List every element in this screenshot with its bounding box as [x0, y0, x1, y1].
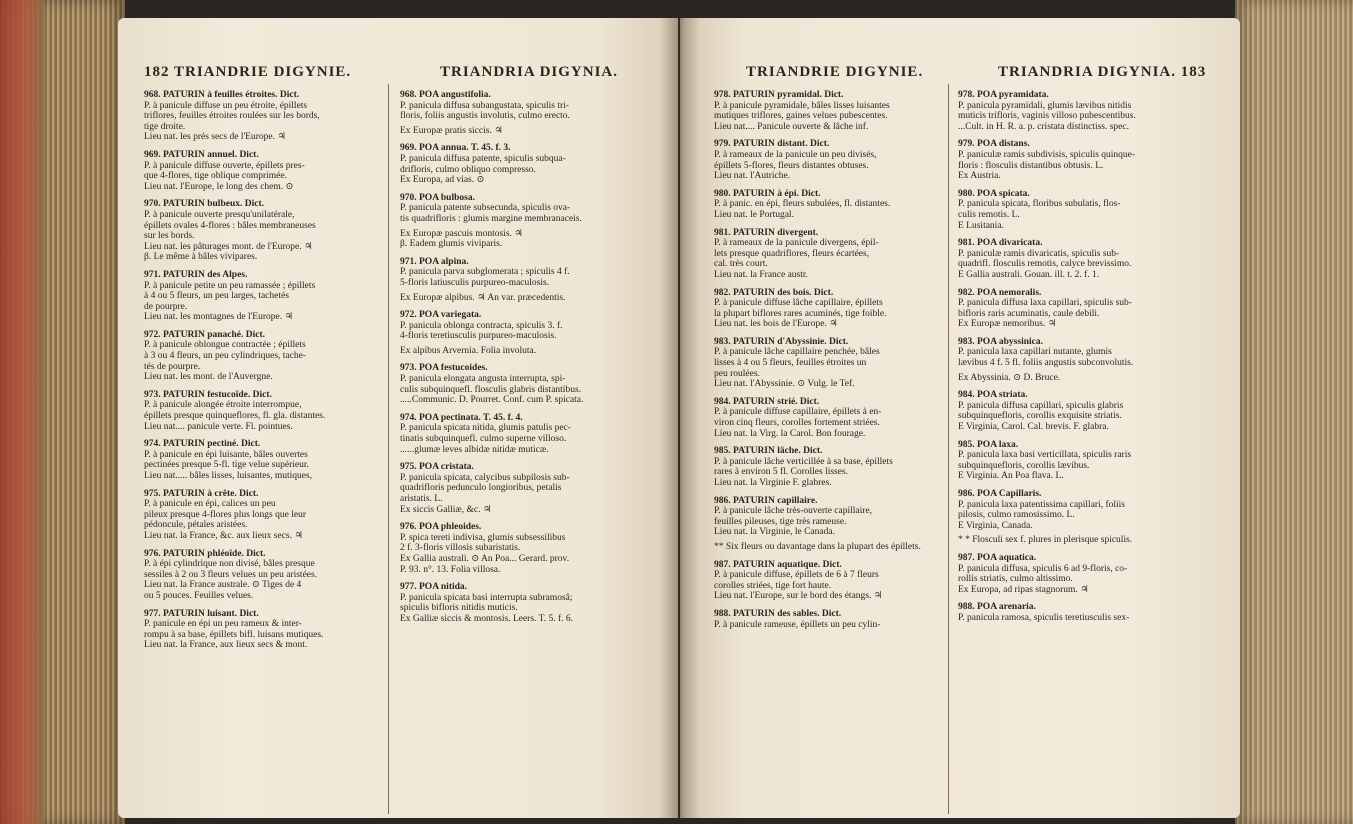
- entry-heading: 973. POA festucoides.: [400, 363, 488, 374]
- entry-heading: 983. PATURIN d'Abyssinie. Dict.: [714, 336, 849, 347]
- entry-line: P. panicula diffusa capillari, spiculis glabris: [958, 400, 1124, 411]
- entry-line: Lieu nat. l'Europe, sur le bord des étangs. ♃: [714, 591, 883, 602]
- entry-line: Lieu nat. la Virginie F. glabres.: [714, 478, 832, 488]
- entry-line: 2 f. 3-floris villosis subaristatis.: [400, 543, 521, 554]
- entry: [958, 602, 1190, 623]
- entry-heading: 977. PATURIN luisant. Dict.: [144, 608, 259, 619]
- entry-line: P. à panicule en épi luisante, bâles ouvertes: [144, 449, 308, 460]
- entry: [958, 390, 1190, 432]
- entry-line: Lieu nat. le Portugal.: [714, 209, 794, 220]
- entry-line: peu roulées.: [714, 368, 760, 379]
- book-gutter: [660, 18, 700, 818]
- entry: [144, 270, 376, 323]
- entry-heading: 985. POA laxa.: [958, 439, 1019, 450]
- entry-line: P. à panicule diffuse un peu étroite, épillets: [144, 100, 308, 111]
- entry-line: tige droite.: [144, 121, 186, 132]
- entry-line: Lieu nat. l'Abyssinie. ⊙ Vulg. le Tef.: [714, 379, 855, 390]
- entry-line: rompu à sa base, épillets bifl. luisans mutiques.: [144, 629, 324, 640]
- column-divider: [388, 84, 389, 814]
- entry-line: corolles striées, tige fort haute.: [714, 580, 832, 591]
- entry-line: Lieu nat. la France australe. ⊙ Tiges de 4: [144, 580, 302, 591]
- entry-line: β. Eadem glumis viviparis.: [400, 239, 503, 250]
- entry-line: cal. très court.: [714, 259, 768, 270]
- entry-line: Ex Europæ nemoribus. ♃: [958, 319, 1057, 330]
- entry-line: * * Flosculi sex f. plures in plerisque spiculis.: [958, 535, 1133, 546]
- entry: [400, 582, 632, 624]
- entry-heading: 976. POA phleoides.: [400, 522, 482, 533]
- column-divider: [948, 84, 949, 814]
- entry-line: pectinées presque 5-fl. tige velue supérieur.: [144, 460, 309, 471]
- entry-heading: 974. PATURIN pectiné. Dict.: [144, 439, 261, 450]
- entry-heading: 979. POA distans.: [958, 139, 1030, 150]
- entry-line: Lieu nat. les mont. de l'Auvergne.: [144, 372, 273, 383]
- entry-heading: 984. PATURIN strié. Dict.: [714, 396, 820, 407]
- entry-heading: 981. PATURIN divergent.: [714, 227, 819, 238]
- entry-heading: 968. PATURIN à feuilles étroites. Dict.: [144, 90, 300, 100]
- entry-line: culis subquinquefl. flosculis glabris distantibus.: [400, 384, 582, 395]
- entry-line: Lieu nat. la France, aux lieux secs & mont.: [144, 640, 308, 651]
- entry-line: lisses à 4 ou 5 fleurs, feuilles étroites un: [714, 358, 867, 369]
- entry-line: Ex Europa, ad vias. ⊙: [400, 175, 485, 186]
- entry-line: P. panicula diffusa laxa capillari, spiculis sub-: [958, 298, 1132, 309]
- entry-heading: 984. POA striata.: [958, 390, 1028, 401]
- entry-heading: 979. PATURIN distant. Dict.: [714, 139, 830, 150]
- entry-line: P. à rameaux de la panicule un peu divisés,: [714, 149, 877, 160]
- entry-line: subquinquefloris, corollis lævibus.: [958, 460, 1090, 471]
- left-col-french: [144, 90, 376, 658]
- entry: [144, 609, 376, 651]
- entry: [144, 549, 376, 602]
- left-header-fr-text: TRIANDRIE DIGYNIE.: [173, 64, 352, 80]
- entry-line: E Virginia. An Poa flava. L.: [958, 471, 1064, 482]
- entry-line: P. à panicule ouverte presqu'unilatérale,: [144, 209, 295, 220]
- entry-line: drifloris, culmo obliquo compresso.: [400, 164, 536, 175]
- entry-line: à 3 ou 4 fleurs, un peu cylindriques, tache-: [144, 351, 306, 362]
- right-page: [680, 18, 1240, 818]
- entry-heading: 971. PATURIN des Alpes.: [144, 269, 248, 280]
- entry-heading: 974. POA pectinata. T. 45. f. 4.: [400, 412, 523, 423]
- entry: [400, 257, 632, 303]
- entry-line: Ex siccis Galliæ, &c. ♃: [400, 504, 492, 515]
- entry-heading: 986. POA Capillaris.: [958, 489, 1042, 499]
- entry-heading: 982. PATURIN des bois. Dict.: [714, 287, 834, 298]
- entry-line: P. à panicule diffuse capillaire, épillets à en-: [714, 407, 882, 418]
- entry: [714, 288, 946, 330]
- entry-line: viron cinq fleurs, corolles fortement striées.: [714, 418, 880, 429]
- entry-line: ou 5 pouces. Feuilles velues.: [144, 590, 254, 601]
- entry-line: P. à panicule rameuse, épillets un peu cylin-: [714, 619, 881, 630]
- entry-line: Lieu nat. la France, &c. aux lieux secs. ♃: [144, 530, 303, 541]
- entry-heading: 978. PATURIN pyramidal. Dict.: [714, 90, 844, 100]
- entry-line: épillets 5-flores, fleurs distantes obtuses.: [714, 160, 869, 171]
- entry-heading: 988. PATURIN des sables. Dict.: [714, 608, 842, 619]
- entry: [714, 90, 946, 132]
- entry-line: P. à panicule diffuse, épillets de 6 à 7 fleurs: [714, 570, 879, 581]
- entry-line: P. à panicule oblongue contractée ; épillets: [144, 340, 306, 351]
- entry: [958, 90, 1190, 132]
- entry-line: P. panicula elongata angusta interrupta, spi-: [400, 374, 566, 385]
- entry-line: P. panicula diffusa patente, spiculis subqua-: [400, 153, 566, 164]
- entry: [144, 330, 376, 383]
- entry: [144, 439, 376, 481]
- entry-line: P. à panicule lâche très-ouverte capillaire,: [714, 506, 872, 517]
- entry-line: P. panicula laxa basi verticillata, spiculis raris: [958, 450, 1132, 461]
- entry-line: Ex Europæ pratis siccis. ♃: [400, 125, 503, 136]
- entry-line: subquinquefloris, corollis exquisite striatis.: [958, 411, 1122, 422]
- entry-line: P. à panicule alongée étroite interrompue,: [144, 400, 302, 411]
- entry: [400, 413, 632, 455]
- entry-line: Lieu nat. les prés secs de l'Europe. ♃: [144, 132, 286, 143]
- entry: [958, 139, 1190, 181]
- entry-line: Lieu nat. les bois de l'Europe. ♃: [714, 319, 838, 330]
- entry: [714, 189, 946, 221]
- entry: [144, 489, 376, 542]
- entry-line: P. à panicule lâche capillaire penchée, bâles: [714, 347, 880, 358]
- entry-line: pédoncule, pétales aristées.: [144, 520, 248, 531]
- entry-line: P. panicula laxa patentissima capillari, foliis: [958, 499, 1125, 510]
- book-spine-edge: [0, 0, 44, 824]
- entry-line: P. paniculæ ramis subdivisis, spiculis quinque-: [958, 149, 1136, 160]
- entry-line: P. panicula oblonga contracta, spiculis 3. f.: [400, 320, 563, 331]
- entry: [958, 189, 1190, 231]
- entry-line: lævibus 4 f. 5 fl. foliis angustis subconvolutis.: [958, 358, 1134, 369]
- entry-line: quadrifl. flosculis remotis, calyce brevissimo.: [958, 259, 1132, 270]
- entry-line: bifloris raris acuminatis, caule debili.: [958, 308, 1100, 319]
- entry-line: β. Le même à bâles vivipares.: [144, 252, 258, 263]
- entry: [714, 609, 946, 630]
- entry-heading: 970. PATURIN bulbeux. Dict.: [144, 199, 264, 210]
- entry-line: que 4-flores, tige oblique comprimée.: [144, 171, 287, 182]
- entry: [714, 139, 946, 181]
- entry-heading: 983. POA abyssinica.: [958, 336, 1043, 347]
- entry-line: spiculis bifloris nitidis muticis.: [400, 603, 518, 614]
- entry-line: P. panicula spicata, floribus subulatis, flos-: [958, 199, 1121, 210]
- entry-line: Ex Galliæ siccis & montosis. Leers. T. 5. f. 6.: [400, 613, 574, 624]
- entry: [144, 90, 376, 143]
- entry-heading: 980. PATURIN à épi. Dict.: [714, 188, 821, 199]
- entry-line: feuilles pileuses, tige très rameuse.: [714, 516, 847, 527]
- entry-line: culis remotis. L.: [958, 209, 1020, 220]
- left-col-latin: [400, 90, 632, 632]
- entry-line: Ex Abyssinia. ⊙ D. Bruce.: [958, 372, 1061, 383]
- entry: [958, 553, 1190, 595]
- entry-heading: 982. POA nemoralis.: [958, 287, 1042, 298]
- entry-heading: 970. POA bulbosa.: [400, 192, 475, 203]
- left-page-header-la: TRIANDRIA DIGYNIA.: [440, 64, 619, 80]
- entry-line: Lieu nat.... panicule verte. Fl. pointues.: [144, 421, 293, 432]
- entry-line: à 4 ou 5 fleurs, un peu larges, tachetés: [144, 291, 289, 302]
- entry-line: P. panicula spicata nitida, glumis patulis pec-: [400, 423, 571, 434]
- right-page-header-la: [998, 64, 1206, 81]
- entry-line: tinatis subquinquefl. culmo superne villoso.: [400, 434, 567, 445]
- left-page-header-fr: [144, 64, 351, 81]
- entry: [714, 560, 946, 602]
- entry-line: triflores, feuilles étroites roulées sur les bords,: [144, 111, 320, 122]
- entry: [400, 193, 632, 250]
- entry-line: P. panicula laxa capillari nutante, glumis: [958, 347, 1112, 358]
- entry-heading: 985. PATURIN lâche. Dict.: [714, 446, 823, 457]
- entry-line: P. panicula spicata, calycibus subpilosis sub-: [400, 472, 570, 483]
- entry-line: muticis trifloris, vaginis villoso pubescentibus.: [958, 111, 1136, 122]
- entry: [958, 489, 1190, 546]
- entry-heading: 972. PATURIN panaché. Dict.: [144, 329, 266, 340]
- entry-line: Ex Europæ pascuis montosis. ♃: [400, 228, 523, 239]
- entry-line: floris, foliis angustis involutis, culmo erecto.: [400, 111, 570, 122]
- right-page-number: 183: [1180, 64, 1207, 80]
- entry-line: sur les bords.: [144, 231, 195, 242]
- entry-line: rares à environ 5 fl. Corolles lisses.: [714, 467, 849, 478]
- right-page-header-fr: TRIANDRIE DIGYNIE.: [746, 64, 924, 80]
- entry: [714, 496, 946, 553]
- entry-line: de pourpre.: [144, 301, 188, 312]
- entry: [144, 150, 376, 192]
- entry-line: E Lusitania.: [958, 220, 1004, 231]
- entry-heading: 986. PATURIN capillaire.: [714, 495, 818, 506]
- entry-line: épillets presque quinqueflores, fl. gla. distantes.: [144, 411, 326, 422]
- entry-line: P. à rameaux de la panicule divergens, épil-: [714, 238, 879, 249]
- entry-line: P. à panicule petite un peu ramassée ; épillets: [144, 280, 316, 291]
- entry-line: Lieu nat. l'Autriche.: [714, 171, 791, 182]
- entry-line: sessiles à 2 ou 3 fleurs velues un peu aristées.: [144, 569, 318, 580]
- entry-heading: 980. POA spicata.: [958, 188, 1030, 199]
- entry-line: P. panicula spicata basi interrupta subramosâ;: [400, 592, 573, 603]
- entry-heading: 968. POA angustifolia.: [400, 90, 491, 100]
- entry-line: ...Cult. in H. R. a. p. cristata distinctiss. spec.: [958, 121, 1129, 132]
- entry-line: aristatis. L.: [400, 494, 443, 504]
- entry-line: Lieu nat. la Virg. la Carol. Bon fourage.: [714, 428, 866, 439]
- entry-line: 5-floris latiusculis purpureo-maculosis.: [400, 277, 550, 288]
- entry-line: Lieu nat. l'Europe, le long des chem. ⊙: [144, 181, 294, 192]
- entry-line: P. panicula diffusa subangustata, spiculis tri-: [400, 100, 569, 111]
- entry-line: E Virginia, Carol. Cal. brevis. F. glabra.: [958, 422, 1109, 433]
- entry: [400, 90, 632, 136]
- entry: [400, 522, 632, 575]
- entry-line: P. panicula pyramidali, glumis lævibus nitidis: [958, 100, 1132, 111]
- entry-line: quadrifloris pedunculo longioribus, petalis: [400, 483, 562, 494]
- entry: [714, 337, 946, 390]
- entry-line: P. panicula diffusa, spiculis 6 ad 9-floris, co-: [958, 563, 1128, 574]
- entry-heading: 975. PATURIN à crête. Dict.: [144, 488, 259, 499]
- entry-line: Ex Europæ alpibus. ♃ An var. præcedentis.: [400, 292, 566, 303]
- entry: [714, 397, 946, 439]
- entry-heading: 976. PATURIN phléoïde. Dict.: [144, 548, 266, 559]
- entry-heading: 972. POA variegata.: [400, 310, 482, 321]
- entry: [400, 143, 632, 185]
- right-col-latin: [958, 90, 1190, 631]
- entry-line: P. panicula ramosa, spiculis teretiusculis sex-: [958, 612, 1130, 623]
- entry-heading: 969. POA annua. T. 45. f. 3.: [400, 143, 511, 154]
- entry-heading: 987. POA aquatica.: [958, 552, 1037, 563]
- entry-line: Ex alpibus Arvernia. Folia involuta.: [400, 345, 537, 356]
- entry-line: mutiques triflores, gaines velues pubescentes.: [714, 111, 888, 122]
- entry-heading: 978. POA pyramidata.: [958, 90, 1049, 100]
- entry-line: ......glumæ leves albidæ nitidæ muticæ.: [400, 444, 549, 455]
- entry-line: Ex Europa, ad ripas stagnorum. ♃: [958, 584, 1089, 595]
- entry-line: P. panicule en épi un peu rameux & inter-: [144, 619, 302, 630]
- entry-heading: 988. POA arenaria.: [958, 602, 1036, 613]
- entry-line: P. à épi cylindrique non divisé, bâles presque: [144, 559, 315, 570]
- entry-heading: 973. PATURIN festucoïde. Dict.: [144, 389, 272, 400]
- entry: [958, 440, 1190, 482]
- entry-line: P. à panic. en épi, fleurs subulées, fl. distantes.: [714, 199, 891, 210]
- entry-line: P. à panicule diffuse lâche capillaire, épillets: [714, 298, 883, 309]
- left-page-number: 182: [144, 64, 170, 80]
- entry-line: P. paniculæ ramis divaricatis, spiculis sub-: [958, 248, 1120, 259]
- entry-heading: 981. POA divaricata.: [958, 238, 1043, 249]
- entry-line: Lieu nat. la France austr.: [714, 269, 808, 280]
- entry: [958, 337, 1190, 383]
- entry: [144, 390, 376, 432]
- entry-line: P. à panicule lâche verticillée à sa base, épillets: [714, 456, 893, 467]
- entry-line: la plupart biflores rares acuminés, tige foible.: [714, 308, 887, 319]
- entry-line: Lieu nat. les montagnes de l'Europe. ♃: [144, 312, 293, 323]
- entry-line: P. panicula parva subglomerata ; spiculis 4 f.: [400, 267, 570, 278]
- entry-line: pileux presque 4-flores plus longs que leur: [144, 509, 306, 520]
- entry: [714, 228, 946, 281]
- entry-line: Ex Gallia australi. ⊙ An Poa... Gerard. prov.: [400, 553, 570, 564]
- entry-line: Lieu nat. les pâturages mont. de l'Europe. ♃: [144, 241, 313, 252]
- book-edge-right: [1235, 0, 1353, 824]
- entry-heading: 975. POA cristata.: [400, 462, 474, 473]
- entry-line: Lieu nat..... bâles lisses, luisantes, mutiques,: [144, 471, 313, 481]
- entry-line: lets presque quadriflores, fleurs écartées,: [714, 248, 870, 259]
- entry-line: E Virginia, Canada.: [958, 520, 1033, 531]
- entry-line: tis quadrifloris : glumis margine membranaceis.: [400, 213, 582, 224]
- entry: [400, 363, 632, 405]
- entry-heading: 969. PATURIN annuel. Dict.: [144, 149, 259, 160]
- entry-line: ** Six fleurs ou davantage dans la plupart des épillets.: [714, 541, 921, 552]
- right-col-french: [714, 90, 946, 637]
- entry-line: E Gallia australi. Gouan. ill. t. 2. f. 1.: [958, 269, 1100, 280]
- entry-line: P. à panicule pyramidale, bâles lisses luisantes: [714, 100, 890, 111]
- entry-line: épillets ovales 4-flores : bâles membraneuses: [144, 220, 316, 231]
- left-page: [118, 18, 678, 818]
- entry-line: P. à panicule diffuse ouverte, épillets pres-: [144, 160, 305, 171]
- entry-line: Lieu nat.... Panicule ouverte & lâche inf.: [714, 121, 869, 132]
- entry-line: P. panicula patente subsecunda, spiculis ova-: [400, 203, 571, 214]
- entry-line: .....Communic. D. Pourret. Conf. cum P. spicata.: [400, 395, 584, 406]
- entry-line: P. spica tereti indivisa, glumis subsessilibus: [400, 532, 566, 543]
- entry-line: 4-floris teretiusculis purpureo-maculosis.: [400, 331, 557, 342]
- entry-line: floris : flosculis distantibus obtusis. L.: [958, 160, 1104, 171]
- entry-heading: 987. PATURIN aquatique. Dict.: [714, 559, 842, 570]
- entry: [144, 199, 376, 263]
- entry-line: Lieu nat. la Virginie, le Canada.: [714, 527, 835, 538]
- entry: [958, 238, 1190, 280]
- entry-line: pilosis, culmo ramosissimo. L.: [958, 510, 1075, 521]
- entry-line: P. à panicule en épi, calices un peu: [144, 499, 276, 510]
- entry: [400, 462, 632, 515]
- entry-heading: 977. POA nitida.: [400, 582, 468, 593]
- right-header-la-text: TRIANDRIA DIGYNIA.: [998, 64, 1177, 80]
- entry-line: P. 93. n°. 13. Folia villosa.: [400, 564, 501, 575]
- entry: [714, 446, 946, 488]
- entry: [958, 288, 1190, 330]
- entry-heading: 971. POA alpina.: [400, 256, 469, 267]
- entry-line: Ex Austria.: [958, 171, 1001, 182]
- entry-line: tés de pourpre.: [144, 361, 201, 372]
- entry-line: rollis striatis, culmo altissimo.: [958, 574, 1073, 585]
- entry: [400, 310, 632, 356]
